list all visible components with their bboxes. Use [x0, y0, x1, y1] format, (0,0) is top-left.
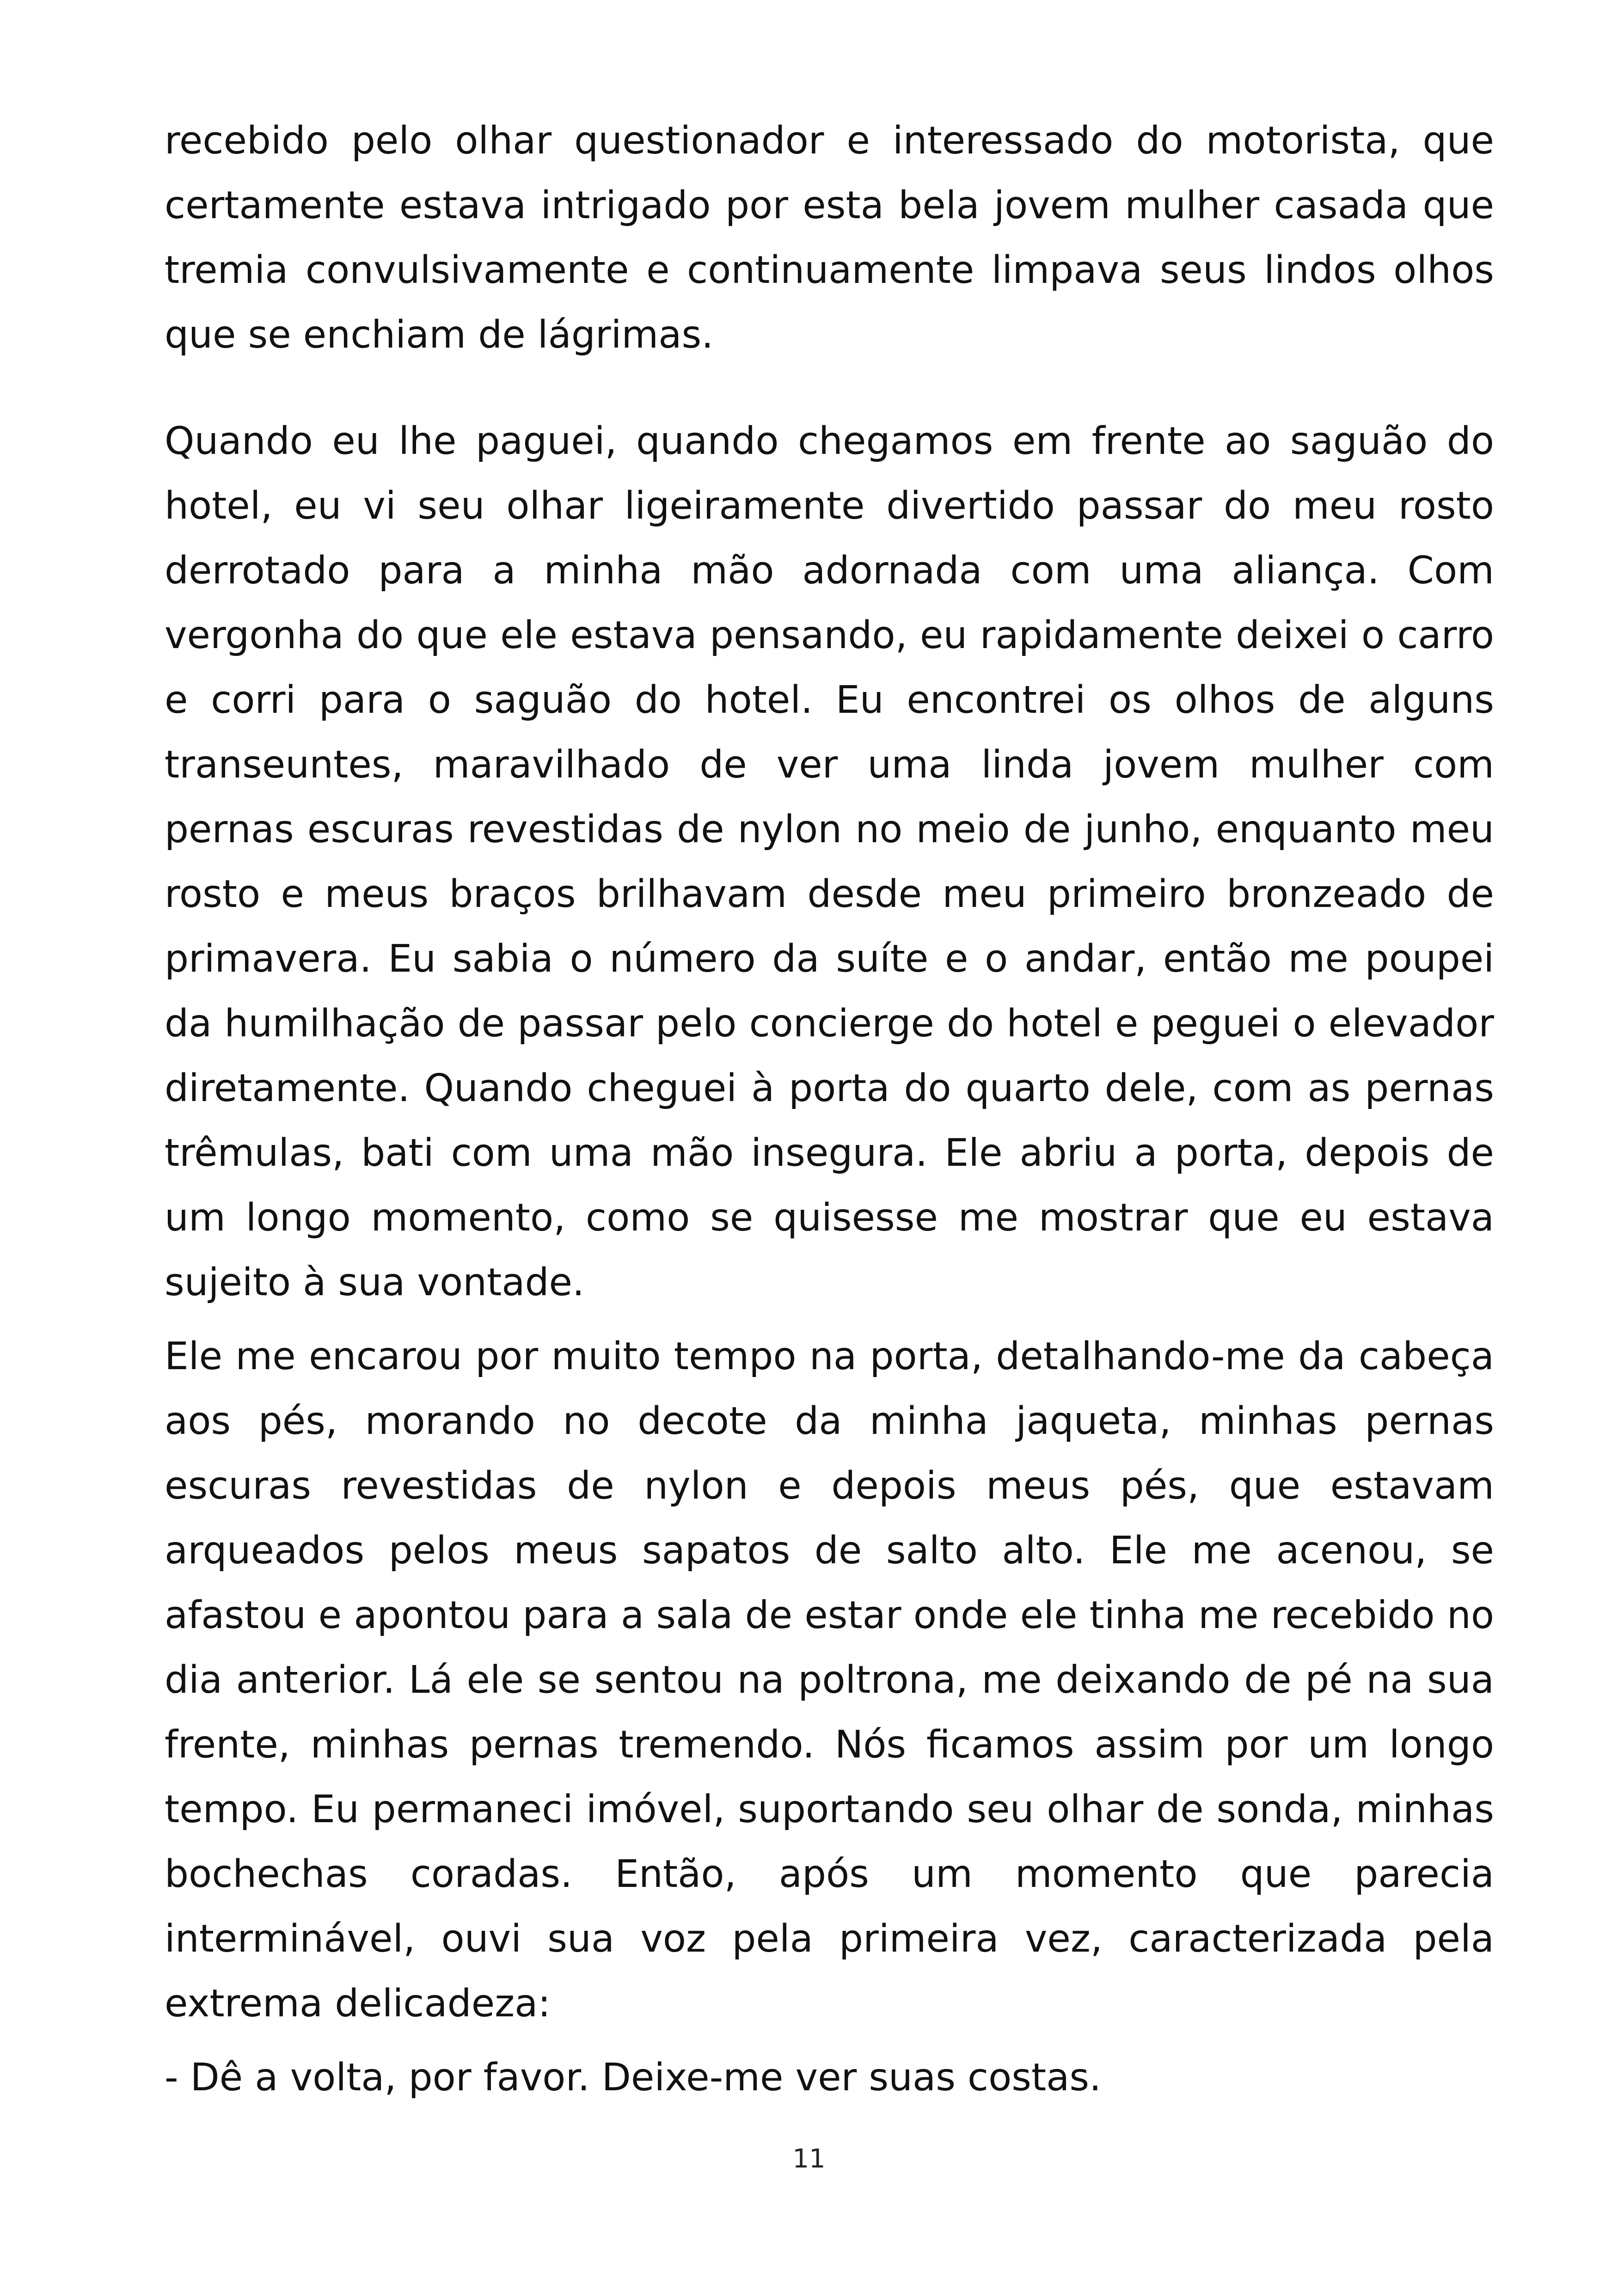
paragraph-text: Quando eu lhe paguei, quando chegamos em frente ao saguão do hotel, eu vi seu olhar ligeiramente divertido passar do meu rosto derrotado para a minha mão adornada com uma aliança. Com vergonha do que ele estava pensando, eu rapidamente deixei o carro e corri para o saguão do hotel. Eu encontrei os olhos de alguns transeuntes, maravilhado de ver uma linda jovem mulher com pernas escuras revestidas de nylon no meio de junho, enquanto meu rosto e meus braços brilhavam desde meu primeiro bronzeado de primavera. Eu sabia o número da suíte e o andar, então me poupei da humilhação de passar pelo concierge do hotel e peguei o elevador diretamente. Quando cheguei à porta do quarto dele, com as pernas trêmulas, bati com uma mão insegura. Ele abriu a porta, depois de um longo momento, como se quisesse me mostrar que eu estava sujeito à sua vontade. — [165, 419, 1494, 1304]
paragraph-3 — [165, 1324, 1494, 2036]
paragraph-1 — [165, 109, 1494, 367]
paragraph-text: Ele me encarou por muito tempo na porta, detalhando-me da cabeça aos pés, morando no decote da minha jaqueta, minhas pernas escuras revestidas de nylon e depois meus pés, que estavam arqueados pelos meus sapatos de salto alto. Ele me acenou, se afastou e apontou para a sala de estar onde ele tinha me recebido no dia anterior. Lá ele se sentou na poltrona, me deixando de pé na sua frente, minhas pernas tremendo. Nós ficamos assim por um longo tempo. Eu permaneci imóvel, suportando seu olhar de sonda, minhas bochechas coradas. Então, após um momento que parecia interminável, ouvi sua voz pela primeira vez, caracterizada pela extrema delicadeza: — [165, 1335, 1494, 2026]
page-number: 11 — [792, 2144, 826, 2174]
paragraph-text: - Dê a volta, por favor. Deixe-me ver suas costas. — [165, 2056, 1102, 2100]
paragraph-text: recebido pelo olhar questionador e interessado do motorista, que certamente estava intrigado por esta bela jovem mulher casada que tremia convulsivamente e continuamente limpava seus lindos olhos que se enchiam de lágrimas. — [165, 119, 1494, 357]
paragraph-2 — [165, 409, 1494, 1315]
dialogue-line — [165, 2045, 1494, 2110]
